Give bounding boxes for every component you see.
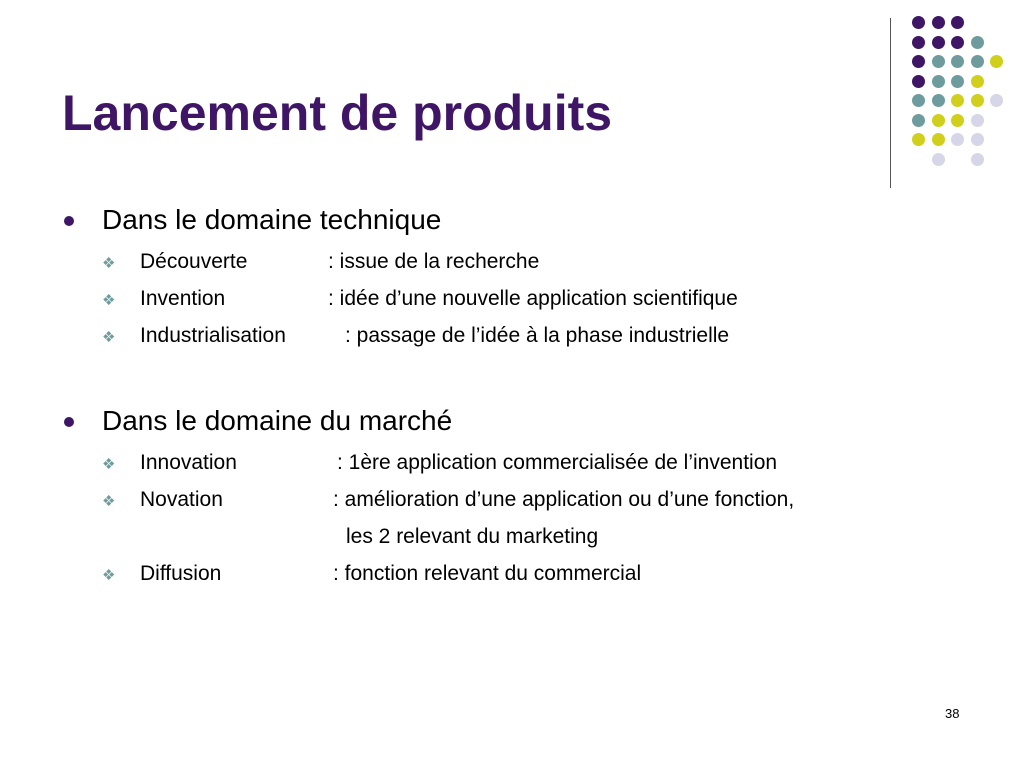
decorative-dot bbox=[912, 36, 925, 49]
four-petal-diamond-icon: ❖ bbox=[102, 567, 116, 584]
decorative-dot bbox=[951, 94, 964, 107]
divider-line bbox=[890, 18, 891, 188]
item-description-continuation: les 2 relevant du marketing bbox=[346, 525, 599, 548]
item-term: Innovation bbox=[140, 451, 237, 474]
four-petal-diamond-icon: ❖ bbox=[102, 255, 116, 272]
item-term: Novation bbox=[140, 488, 223, 511]
bullet-dot-icon bbox=[64, 417, 74, 427]
decorative-dot bbox=[951, 133, 964, 146]
item-term: Invention bbox=[140, 287, 226, 310]
decorative-dot bbox=[971, 133, 984, 146]
decorative-dot bbox=[932, 55, 945, 68]
item-term: Découverte bbox=[140, 250, 248, 273]
decorative-dot bbox=[912, 55, 925, 68]
decorative-dot bbox=[932, 153, 945, 166]
decorative-dot bbox=[912, 114, 925, 127]
item-term: Industrialisation bbox=[140, 324, 286, 347]
item-description: : issue de la recherche bbox=[328, 250, 540, 273]
decorative-dot bbox=[971, 153, 984, 166]
item-term: Diffusion bbox=[140, 562, 222, 585]
decorative-dot bbox=[932, 16, 945, 29]
decorative-dot bbox=[971, 75, 984, 88]
section-heading: Dans le domaine du marché bbox=[102, 405, 453, 436]
decorative-dot bbox=[932, 114, 945, 127]
decorative-dot bbox=[951, 75, 964, 88]
page-number: 38 bbox=[945, 706, 960, 721]
decorative-dot bbox=[971, 36, 984, 49]
decorative-dot bbox=[990, 55, 1003, 68]
item-description: : 1ère application commercialisée de l’invention bbox=[337, 451, 778, 474]
decorative-dot bbox=[951, 36, 964, 49]
four-petal-diamond-icon: ❖ bbox=[102, 493, 116, 510]
decorative-dot bbox=[971, 55, 984, 68]
decorative-dot bbox=[971, 114, 984, 127]
decorative-dot bbox=[951, 114, 964, 127]
decorative-dot bbox=[990, 94, 1003, 107]
slide-title: Lancement de produits bbox=[62, 85, 613, 141]
bullet-dot-icon bbox=[64, 216, 74, 226]
decorative-dot bbox=[932, 36, 945, 49]
decorative-dot bbox=[912, 94, 925, 107]
decorative-dot bbox=[912, 75, 925, 88]
four-petal-diamond-icon: ❖ bbox=[102, 456, 116, 473]
four-petal-diamond-icon: ❖ bbox=[102, 329, 116, 346]
item-description: : amélioration d’une application ou d’une fonction, bbox=[333, 488, 795, 511]
decorative-dot bbox=[912, 16, 925, 29]
decorative-dot bbox=[971, 94, 984, 107]
decorative-dot bbox=[932, 94, 945, 107]
four-petal-diamond-icon: ❖ bbox=[102, 292, 116, 309]
item-description: : passage de l’idée à la phase industrielle bbox=[345, 324, 730, 347]
decorative-dot bbox=[951, 16, 964, 29]
item-description: : fonction relevant du commercial bbox=[333, 562, 642, 585]
decorative-dot bbox=[912, 133, 925, 146]
decorative-dot bbox=[932, 75, 945, 88]
decorative-dot bbox=[932, 133, 945, 146]
item-description: : idée d’une nouvelle application scientifique bbox=[328, 287, 738, 310]
section-heading: Dans le domaine technique bbox=[102, 204, 442, 235]
decorative-dot bbox=[951, 55, 964, 68]
